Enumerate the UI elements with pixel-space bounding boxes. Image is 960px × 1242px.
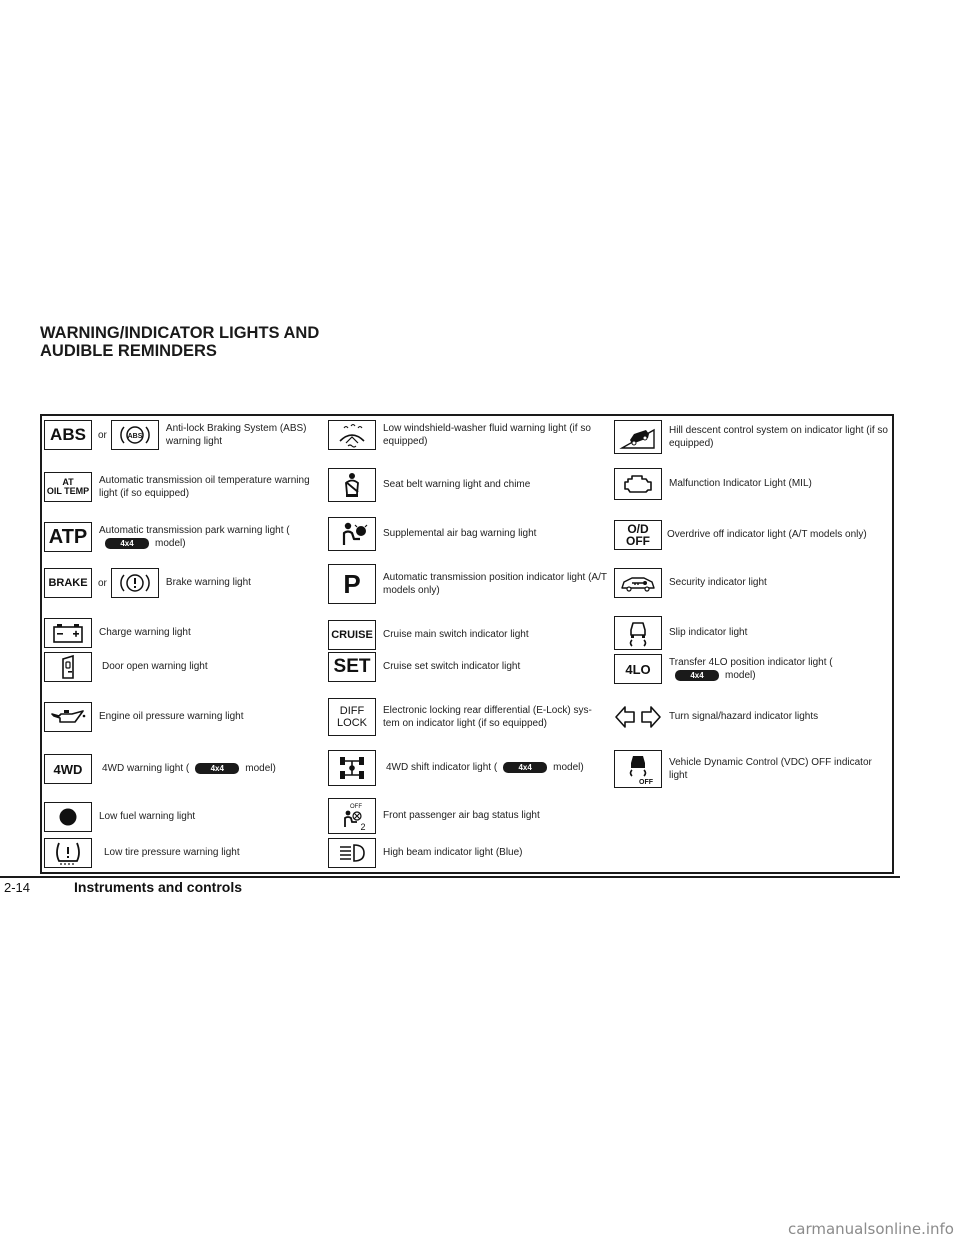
row-low-fuel xyxy=(44,802,195,832)
4wd-shift-label-pre: 4WD shift indicator light ( xyxy=(386,762,498,774)
row-security xyxy=(614,568,767,598)
cruise-icon: CRUISE xyxy=(328,620,376,650)
door-open-label: Door open warning light xyxy=(102,661,208,673)
4x4-badge-icon: 4x4 xyxy=(675,670,719,681)
row-oil-pressure xyxy=(44,702,244,732)
vdc-off-icon xyxy=(614,750,662,788)
row-od-off xyxy=(614,520,867,550)
hill-descent-label: Hill descent control system on indicator light (if so equipped) xyxy=(669,424,888,449)
row-seat-belt xyxy=(328,468,530,502)
diff-lock-label: Electronic locking rear differential (E-Lock) sys-tem on indicator light (if so equipped) xyxy=(383,704,592,729)
od-off-label: Overdrive off indicator light (A/T models only) xyxy=(667,529,867,541)
tire-pressure-label: Low tire pressure warning light xyxy=(104,847,240,859)
4wd-shift-label-post: model) xyxy=(553,762,584,774)
or-text: or xyxy=(98,429,107,441)
od-off-icon xyxy=(614,520,662,550)
diff-lock-icon xyxy=(328,698,376,736)
4wd-label-pre: 4WD warning light ( xyxy=(102,763,190,775)
page-number: 2-14 xyxy=(4,880,31,895)
watermark: carmanualsonline.info xyxy=(788,1220,954,1238)
row-air-bag xyxy=(328,517,536,551)
atp-label-post: model) xyxy=(155,538,186,549)
low-fuel-icon xyxy=(44,802,92,832)
row-abs xyxy=(44,420,316,450)
at-oil-temp-icon xyxy=(44,472,92,502)
indicator-table xyxy=(40,414,894,874)
atp-icon: ATP xyxy=(44,522,92,552)
row-hill-descent xyxy=(614,420,889,454)
abs-circle-icon xyxy=(111,420,159,450)
heading-line-2: AUDIBLE REMINDERS xyxy=(40,342,217,360)
passenger-airbag-off-text: OFF xyxy=(350,804,362,810)
high-beam-icon xyxy=(328,838,376,868)
cruise-label: Cruise main switch indicator light xyxy=(383,629,529,641)
set-label: Cruise set switch indicator light xyxy=(383,661,521,673)
slip-label: Slip indicator light xyxy=(669,627,748,639)
row-at-position xyxy=(328,564,613,604)
charge-label: Charge warning light xyxy=(99,627,191,639)
4wd-shift-label xyxy=(386,761,584,775)
brake-exclamation-icon xyxy=(111,568,159,598)
footer-rule xyxy=(0,876,900,878)
4lo-label xyxy=(669,656,859,683)
turn-signal-label: Turn signal/hazard indicator lights xyxy=(669,711,819,723)
low-fuel-label: Low fuel warning light xyxy=(99,811,196,823)
4wd-label xyxy=(102,762,276,776)
abs-circle-text: ABS xyxy=(127,433,143,440)
4lo-label-pre: Transfer 4LO position indicator light ( xyxy=(669,656,833,668)
row-diff-lock xyxy=(328,698,605,736)
row-charge xyxy=(44,618,191,648)
security-car-icon xyxy=(614,568,662,598)
abs-text-icon: ABS xyxy=(44,420,92,450)
section-heading xyxy=(40,324,319,360)
seat-belt-icon xyxy=(328,468,376,502)
security-label: Security indicator light xyxy=(669,577,767,589)
atp-label-pre: Automatic transmission park warning light ( xyxy=(99,524,290,536)
passenger-airbag-icon xyxy=(328,798,376,834)
heading-line-1: WARNING/INDICATOR LIGHTS AND xyxy=(40,324,320,342)
at-oil-temp-text-1: AT xyxy=(62,477,74,487)
row-4wd xyxy=(44,754,276,784)
at-oil-temp-text-2: OIL TEMP xyxy=(46,486,90,496)
4lo-icon: 4LO xyxy=(614,654,662,684)
slip-icon xyxy=(614,616,662,650)
set-icon: SET xyxy=(328,652,376,682)
row-door-open xyxy=(44,652,208,682)
seat-belt-label: Seat belt warning light and chime xyxy=(383,479,531,491)
row-vdc-off xyxy=(614,750,889,788)
row-washer-fluid xyxy=(328,420,593,450)
passenger-airbag-label: Front passenger air bag status light xyxy=(383,810,540,822)
brake-text-icon: BRAKE xyxy=(44,568,92,598)
battery-icon xyxy=(44,618,92,648)
passenger-airbag-number: 2 xyxy=(360,822,366,832)
oil-pressure-label: Engine oil pressure warning light xyxy=(99,711,244,723)
or-text: or xyxy=(98,577,107,589)
washer-fluid-label: Low windshield-washer fluid warning light (if so equipped) xyxy=(383,422,591,447)
row-slip xyxy=(614,616,747,650)
vdc-off-text: OFF xyxy=(639,779,653,786)
air-bag-icon xyxy=(328,517,376,551)
4wd-icon: 4WD xyxy=(44,754,92,784)
brake-label: Brake warning light xyxy=(165,577,251,589)
atp-label xyxy=(99,524,309,551)
air-bag-label: Supplemental air bag warning light xyxy=(383,528,537,540)
diff-lock-text-2: LOCK xyxy=(337,717,367,729)
row-atp xyxy=(44,522,309,552)
row-cruise xyxy=(328,620,529,650)
diff-lock-text-1: DIFF xyxy=(339,705,365,717)
row-4wd-shift xyxy=(328,750,584,786)
row-tire-pressure xyxy=(44,838,240,868)
row-at-oil-temp xyxy=(44,472,329,502)
row-turn-signal xyxy=(614,702,818,732)
od-off-text-1: O/D xyxy=(627,522,649,536)
at-oil-temp-label: Automatic transmission oil temperature warning light (if so equipped) xyxy=(99,474,310,499)
4wd-label-post: model) xyxy=(245,763,276,775)
high-beam-label: High beam indicator light (Blue) xyxy=(383,847,523,859)
4wd-shift-icon xyxy=(328,750,376,786)
4x4-badge-icon: 4x4 xyxy=(105,538,149,549)
p-position-icon: P xyxy=(328,564,376,604)
at-position-label: Automatic transmission position indicator light (A/T models only) xyxy=(383,571,607,596)
oil-can-icon xyxy=(44,702,92,732)
4lo-label-post: model) xyxy=(725,670,756,681)
section-title: Instruments and controls xyxy=(74,879,243,895)
tire-pressure-icon xyxy=(44,838,92,868)
4x4-badge-icon: 4x4 xyxy=(503,762,547,773)
washer-fluid-icon xyxy=(328,420,376,450)
row-high-beam xyxy=(328,838,523,868)
hill-descent-icon xyxy=(614,420,662,454)
row-set xyxy=(328,652,520,682)
abs-label: Anti-lock Braking System (ABS) warning light xyxy=(165,422,307,447)
vdc-off-label: Vehicle Dynamic Control (VDC) OFF indicator light xyxy=(669,756,872,781)
row-brake xyxy=(44,568,251,598)
row-4lo xyxy=(614,654,859,684)
mil-label: Malfunction Indicator Light (MIL) xyxy=(669,478,812,490)
4x4-badge-icon: 4x4 xyxy=(195,763,239,774)
door-open-icon xyxy=(44,652,92,682)
od-off-text-2: OFF xyxy=(626,534,650,548)
engine-mil-icon xyxy=(614,468,662,500)
row-passenger-airbag xyxy=(328,798,540,834)
turn-signal-icon xyxy=(614,702,662,732)
row-mil xyxy=(614,468,812,500)
